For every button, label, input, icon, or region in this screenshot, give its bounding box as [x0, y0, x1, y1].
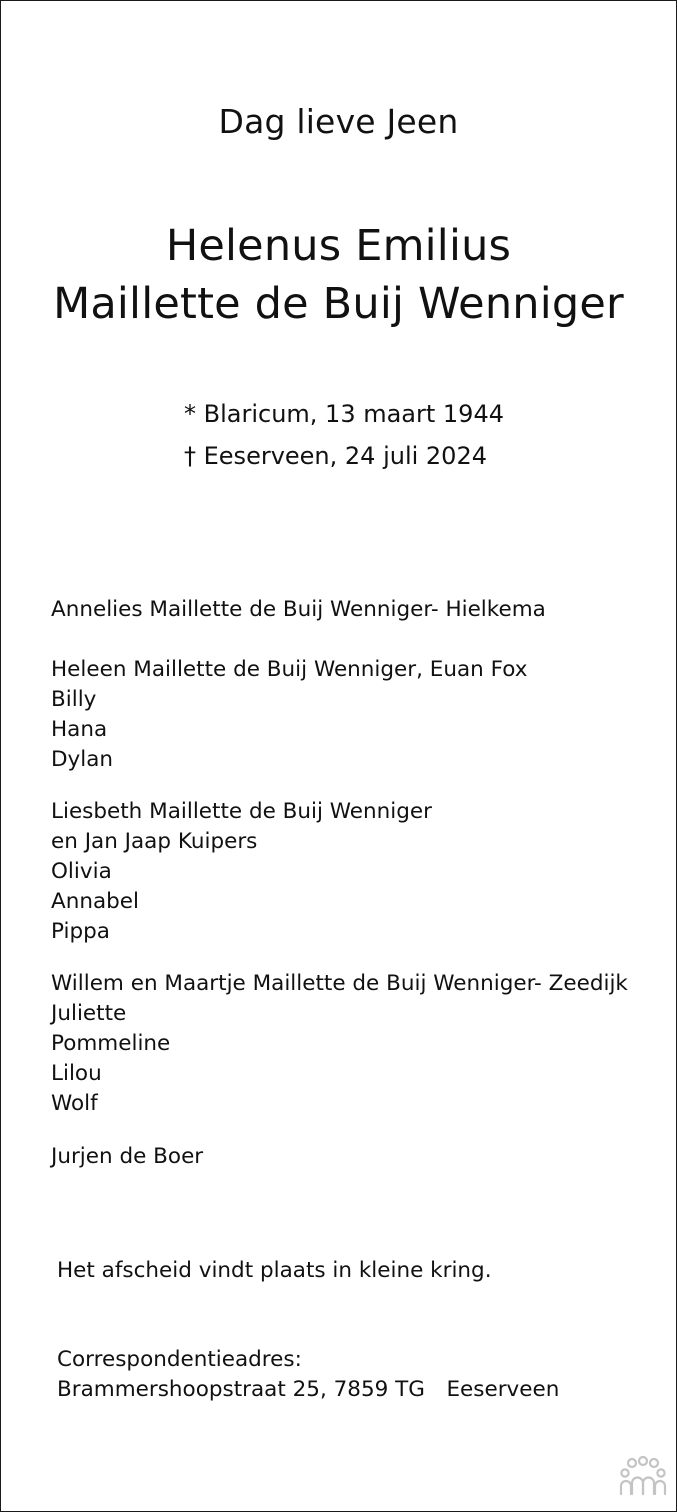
- family-member: Dylan: [51, 747, 114, 772]
- family-member: Pommeline: [51, 1031, 171, 1056]
- family-member: Annabel: [51, 889, 139, 914]
- family-member: Billy: [51, 687, 97, 712]
- family-member: Annelies Maillette de Buij Wenniger- Hielkema: [51, 597, 546, 622]
- farewell-note: Het afscheid vindt plaats in kleine kring.: [57, 1258, 492, 1283]
- family-member: Liesbeth Maillette de Buij Wenniger: [51, 799, 432, 824]
- family-member: Jurjen de Boer: [51, 1144, 204, 1169]
- family-member: Olivia: [51, 859, 112, 884]
- family-member: Willem en Maartje Maillette de Buij Wenniger- Zeedijk: [51, 971, 628, 996]
- family-member: Pippa: [51, 919, 110, 944]
- birth-date: * Blaricum, 13 maart 1944: [184, 400, 504, 428]
- people-group-icon: [618, 1456, 668, 1496]
- farewell-heading: Dag lieve Jeen: [218, 102, 459, 141]
- deceased-name-surname: Maillette de Buij Wenniger: [53, 279, 624, 329]
- family-member: Wolf: [51, 1091, 98, 1116]
- correspondence-address: Brammershoopstraat 25, 7859 TG Eeserveen: [57, 1377, 560, 1402]
- death-date: † Eeserveen, 24 juli 2024: [184, 442, 487, 470]
- family-member: Lilou: [51, 1061, 102, 1086]
- deceased-name-first: Helenus Emilius: [165, 221, 512, 271]
- family-member: Juliette: [51, 1001, 127, 1026]
- correspondence-label: Correspondentieadres:: [57, 1347, 302, 1372]
- family-member: en Jan Jaap Kuipers: [51, 829, 258, 854]
- family-member: Hana: [51, 717, 108, 742]
- family-member: Heleen Maillette de Buij Wenniger, Euan Fox: [51, 657, 528, 682]
